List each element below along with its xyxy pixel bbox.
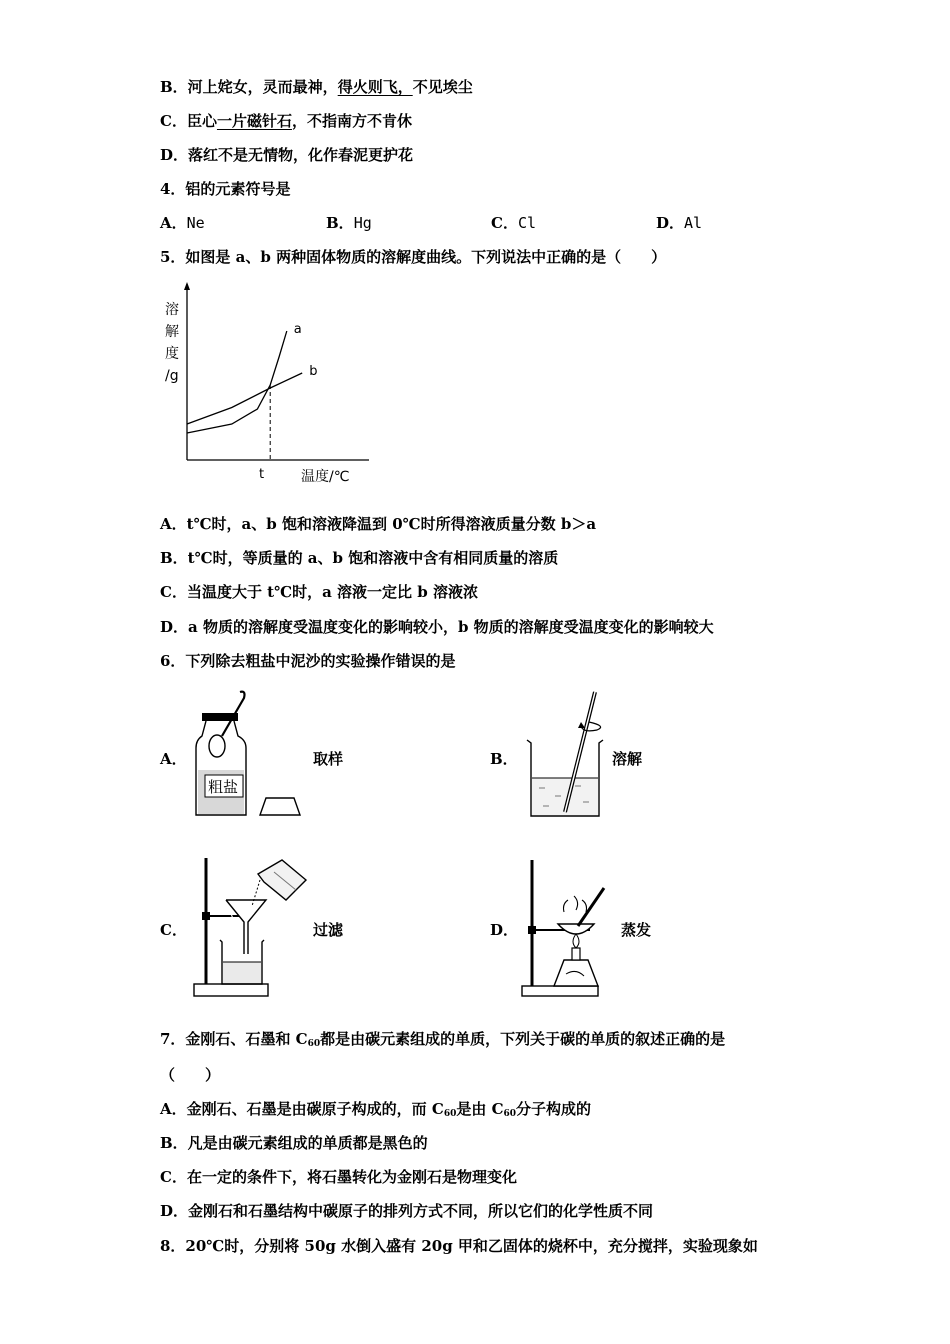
q6-option-a-caption: 取样 <box>313 750 344 768</box>
q5-option-c: C．当温度大于 t℃时，a 溶液一定比 b 溶液浓 <box>160 583 478 601</box>
sampling-figure <box>188 688 308 818</box>
chart-ylabel-3: /g <box>165 368 179 384</box>
flame <box>573 934 579 948</box>
q3-option-c: C．臣心一片磁针石，不指南方不肯休 <box>160 112 412 130</box>
funnel <box>226 900 266 954</box>
curve-a <box>187 331 287 433</box>
q5-option-b: B．t℃时，等质量的 a、b 饱和溶液中含有相同质量的溶质 <box>160 549 559 567</box>
q6-option-c-label: C． <box>160 921 187 939</box>
q6-option-a-label: A． <box>160 750 187 768</box>
q7-stem: 7．金刚石、石墨和 $C_{60}$都是由碳元素组成的单质，下列关于碳的单质的叙述正确的是 <box>160 1030 726 1049</box>
q5-stem: 5．如图是 a、b 两种固体物质的溶解度曲线。下列说法中正确的是（ ） <box>160 248 667 266</box>
q6-option-c-caption: 过滤 <box>313 921 344 939</box>
alcohol-lamp <box>554 960 598 986</box>
filtrate <box>223 962 261 983</box>
q6-stem: 6．下列除去粗盐中泥沙的实验操作错误的是 <box>160 652 456 670</box>
q7-option-d: D．金刚石和石墨结构中碳原子的排列方式不同，所以它们的化学性质不同 <box>160 1202 654 1220</box>
pouring-beaker <box>258 860 306 900</box>
q7-option-c: C．在一定的条件下，将石墨转化为金刚石是物理变化 <box>160 1168 517 1186</box>
chart-x-tick-t: t <box>259 467 265 482</box>
q7-option-a: A．金刚石、石墨是由碳原子构成的，而 $C_{60}$是由 $C_{60}$分子构成的 <box>160 1100 592 1119</box>
q7-paren: （ ） <box>160 1066 221 1084</box>
q3-option-d: D．落红不是无情物，化作春泥更护花 <box>160 146 414 164</box>
chart-y-arrow <box>184 282 190 290</box>
curve-label-b: b <box>309 364 318 379</box>
steam <box>564 896 587 912</box>
stopper-upturned <box>260 798 300 815</box>
q6-option-d-label: D． <box>490 921 519 939</box>
q4-option-c: C．Cl <box>491 214 537 232</box>
q6-option-d-caption: 蒸发 <box>621 921 652 939</box>
evaporating-dish <box>558 924 594 934</box>
q4-stem: 4．铝的元素符号是 <box>160 180 291 198</box>
jar-label: 粗盐 <box>208 778 239 796</box>
q3-option-b: B．河上姹女，灵而最神，得火则飞，不见埃尘 <box>160 78 473 96</box>
q5-option-a: A．t℃时，a、b 饱和溶液降温到 0℃时所得溶液质量分数 b＞a <box>160 515 597 533</box>
dissolving-figure <box>525 688 615 820</box>
stand-base-d <box>522 986 598 996</box>
q4-option-b: B．Hg <box>326 214 372 232</box>
q8-stem: 8．20℃时，分别将 50g 水倒入盛有 20g 甲和乙固体的烧杯中，充分搅拌，实验现象如 <box>160 1237 758 1255</box>
q7-option-b: B．凡是由碳元素组成的单质都是黑色的 <box>160 1134 428 1152</box>
q6-option-b-caption: 溶解 <box>612 750 643 768</box>
curve-label-a: a <box>293 322 302 337</box>
spoon-bowl <box>209 735 225 757</box>
evaporation-figure <box>518 852 633 1000</box>
q6-option-b-label: B． <box>490 750 518 768</box>
q5-option-d: D．a 物质的溶解度受温度变化的影响较小，b 物质的溶解度受温度变化的影响较大 <box>160 618 714 636</box>
filtration-figure <box>190 850 315 1000</box>
solubility-chart <box>155 280 375 490</box>
chart-ylabel-0: 溶 <box>165 302 179 318</box>
q4-option-d: D．Al <box>656 214 703 232</box>
chart-xlabel: 温度/℃ <box>301 469 350 485</box>
q4-option-a: A．Ne <box>160 214 205 232</box>
stirring-rod-d <box>578 888 604 926</box>
stand-base <box>194 984 268 996</box>
chart-ylabel-1: 解 <box>165 324 179 340</box>
chart-ylabel-2: 度 <box>165 346 179 362</box>
